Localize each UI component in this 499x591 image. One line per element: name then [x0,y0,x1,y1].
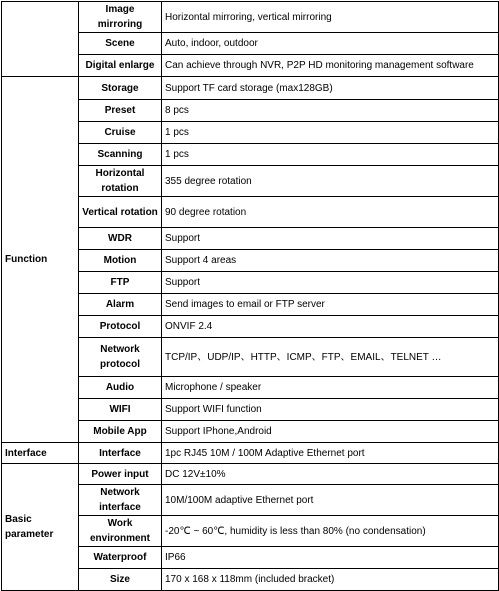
feature-cell: Digital enlarge [79,55,162,77]
feature-cell: Interface [79,443,162,464]
value-cell: Support TF card storage (max128GB) [162,77,499,100]
feature-cell: Audio [79,377,162,399]
feature-cell: Size [79,569,162,591]
value-cell: IP66 [162,547,499,569]
value-cell: 355 degree rotation [162,166,499,197]
feature-cell: Power input [79,464,162,485]
feature-cell: FTP [79,272,162,294]
value-cell: Can achieve through NVR, P2P HD monitoring management software [162,55,499,77]
value-cell: Support WIFI function [162,399,499,421]
feature-cell: Cruise [79,122,162,144]
value-cell: -20℃ ~ 60℃, humidity is less than 80% (no condensation) [162,516,499,547]
value-cell: 8 pcs [162,100,499,122]
table-row [2,2,499,33]
table-row [2,443,499,464]
value-cell: Support IPhone,Android [162,421,499,443]
feature-cell: Image mirroring [79,2,162,33]
category-cell: Basic parameter [2,464,79,591]
category-cell-blank [2,2,79,77]
value-cell: Support 4 areas [162,250,499,272]
table-row [2,77,499,100]
feature-cell: WIFI [79,399,162,421]
feature-cell: Scanning [79,144,162,166]
feature-cell: Preset [79,100,162,122]
feature-cell: Mobile App [79,421,162,443]
value-cell: Horizontal mirroring, vertical mirroring [162,2,499,33]
feature-cell: Vertical rotation [79,197,162,228]
value-cell: 1 pcs [162,144,499,166]
value-cell: Send images to email or FTP server [162,294,499,316]
feature-cell: WDR [79,228,162,250]
category-cell: Function [2,77,79,443]
value-cell: 10M/100M adaptive Ethernet port [162,485,499,516]
value-cell: 1pc RJ45 10M / 100M Adaptive Ethernet port [162,443,499,464]
value-cell: ONVIF 2.4 [162,316,499,338]
feature-cell: Horizontal rotation [79,166,162,197]
feature-cell: Storage [79,77,162,100]
value-cell: 170 x 168 x 118mm (included bracket) [162,569,499,591]
value-cell: Support [162,272,499,294]
feature-cell: Network protocol [79,338,162,377]
feature-cell: Waterproof [79,547,162,569]
spec-table [1,1,499,591]
feature-cell: Motion [79,250,162,272]
table-row [2,464,499,485]
value-cell: DC 12V±10% [162,464,499,485]
feature-cell: Alarm [79,294,162,316]
feature-cell: Network interface [79,485,162,516]
value-cell: TCP/IP、UDP/IP、HTTP、ICMP、FTP、EMAIL、TELNET … [162,338,499,377]
value-cell: 90 degree rotation [162,197,499,228]
value-cell: Microphone / speaker [162,377,499,399]
feature-cell: Protocol [79,316,162,338]
category-cell: Interface [2,443,79,464]
value-cell: Auto, indoor, outdoor [162,33,499,55]
feature-cell: Work environment [79,516,162,547]
value-cell: Support [162,228,499,250]
feature-cell: Scene [79,33,162,55]
value-cell: 1 pcs [162,122,499,144]
